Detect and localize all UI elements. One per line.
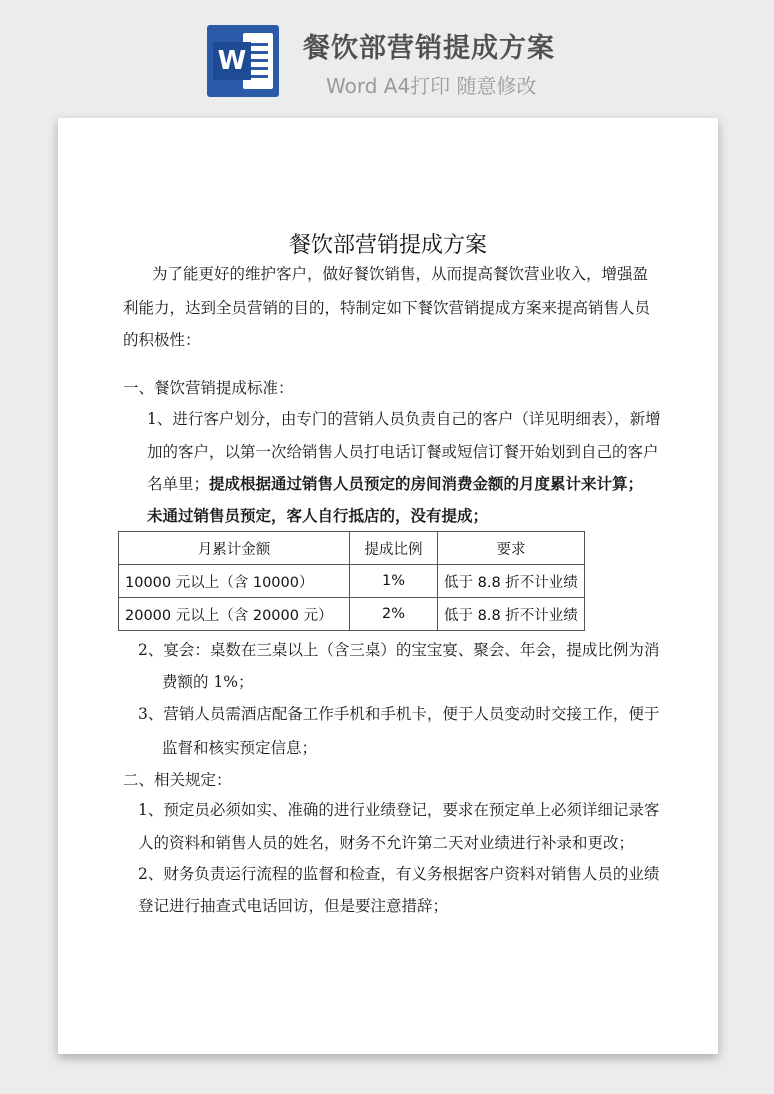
s1-item3-line-1: 3、营销人员需酒店配备工作手机和手机卡，便于人员变动时交接工作，便于: [138, 705, 660, 723]
table-header-row: [119, 532, 585, 565]
section-2-heading: 二、相关规定：: [123, 771, 232, 789]
banner-subtitle: Word A4打印 随意修改: [326, 74, 537, 98]
s1-item2-line-1: 2、宴会：桌数在三桌以上（含三桌）的宝宝宴、聚会、年会，提成比例为消: [138, 641, 660, 659]
document-title: 餐饮部营销提成方案: [288, 233, 487, 258]
s1-item1-line-2: 加的客户，以第一次给销售人员打电话订餐或短信订餐开始划到自己的客户: [147, 443, 659, 461]
intro-line-2: 利能力，达到全员营销的目的，特制定如下餐饮营销提成方案来提高销售人员: [123, 299, 651, 317]
banner-header: [0, 0, 774, 118]
word-w-letter: W: [213, 42, 251, 80]
commission-table: [118, 531, 585, 631]
table-cell: 2%: [350, 598, 438, 631]
intro-line-1: 为了能更好的维护客户，做好餐饮销售，从而提高餐饮营业收入，增强盈: [152, 265, 649, 283]
section-1-heading: 一、餐饮营销提成标准：: [123, 379, 294, 397]
table-header-cell: 提成比例: [350, 532, 438, 565]
document-page: [58, 118, 718, 1054]
s1-item1-line-3-bold: 提成根据通过销售人员预定的房间消费金额的月度累计来计算；: [209, 474, 644, 493]
table-cell: 低于 8.8 折不计业绩: [438, 598, 585, 631]
s2-item2-line-1: 2、财务负责运行流程的监督和检查，有义务根据客户资料对销售人员的业绩: [138, 865, 660, 883]
table-cell: 20000 元以上（含 20000 元）: [119, 598, 350, 631]
s1-item1-line-4: 未通过销售员预定，客人自行抵店的，没有提成；: [147, 506, 489, 525]
table-row: [119, 565, 585, 598]
table-cell: 1%: [350, 565, 438, 598]
word-document-icon: [207, 25, 279, 97]
table-cell: 低于 8.8 折不计业绩: [438, 565, 585, 598]
s1-item3-line-2: 监督和核实预定信息；: [162, 739, 318, 757]
banner-title: 餐饮部营销提成方案: [303, 33, 555, 64]
intro-line-3: 的积极性：: [123, 331, 201, 349]
table-row: [119, 598, 585, 631]
table-header-cell: 月累计金额: [119, 532, 350, 565]
s1-item1-line-3-plain: 名单里；: [147, 475, 210, 493]
table-header-cell: 要求: [438, 532, 585, 565]
s1-item1-line-3: [147, 472, 643, 494]
table-cell: 10000 元以上（含 10000）: [119, 565, 350, 598]
s1-item1-line-1: 1、进行客户划分，由专门的营销人员负责自己的客户（详见明细表），新增: [147, 410, 661, 428]
s2-item1-line-1: 1、预定员必须如实、准确的进行业绩登记，要求在预定单上必须详细记录客: [138, 801, 660, 819]
s2-item2-line-2: 登记进行抽查式电话回访，但是要注意措辞；: [138, 897, 449, 915]
s1-item2-line-2: 费额的 1%；: [162, 673, 254, 691]
s2-item1-line-2: 人的资料和销售人员的姓名，财务不允许第二天对业绩进行补录和更改；: [138, 834, 635, 852]
